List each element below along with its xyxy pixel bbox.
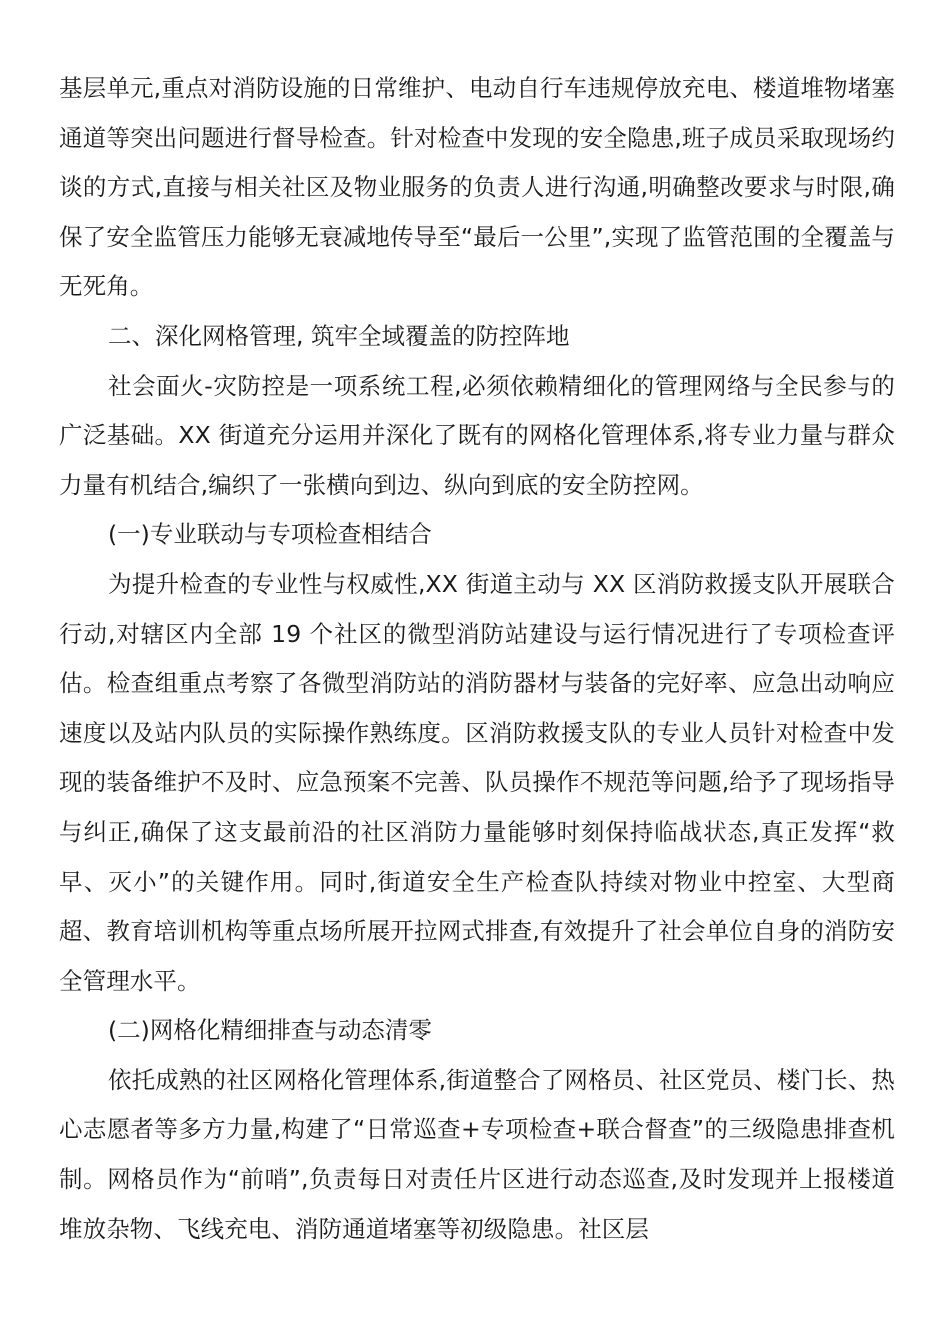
- section-heading: 二、深化网格管理, 筑牢全域覆盖的防控阵地: [108, 321, 570, 350]
- subsection-heading: (二)网格化精细排查与动态清零: [108, 1016, 432, 1045]
- body-paragraph: 基层单元,重点对消防设施的日常维护、电动自行车违规停放充电、楼道堆物堵塞通道等突出问题进行督导检查。针对检查中发现的安全隐患,班子成员采取现场约谈的方式,直接与相关社区及物业服务的负责人进行沟通,明确整改要求与时限,确保了安全监管压力能够无衰减地传导至“最后一公里”,实现了监管范围的全覆盖与无死角。: [59, 74, 895, 301]
- body-paragraph: 社会面火-灾防控是一项系统工程,必须依赖精细化的管理网络与全民参与的广泛基础。XX 街道充分运用并深化了既有的网格化管理体系,将专业力量与群众力量有机结合,编织了一张横向到边、纵向到底的安全防控网。: [59, 371, 895, 499]
- document-page: [59, 64, 895, 1254]
- subsection-heading: (一)专业联动与专项检查相结合: [108, 520, 432, 549]
- body-paragraph: 依托成熟的社区网格化管理体系,街道整合了网格员、社区党员、楼门长、热心志愿者等多方力量,构建了“日常巡查+专项检查+联合督查”的三级隐患排查机制。网格员作为“前哨”,负责每日对责任片区进行动态巡查,及时发现并上报楼道堆放杂物、飞线充电、消防通道堵塞等初级隐患。社区层: [59, 1065, 895, 1243]
- body-paragraph: 为提升检查的专业性与权威性,XX 街道主动与 XX 区消防救援支队开展联合行动,对辖区内全部 19 个社区的微型消防站建设与运行情况进行了专项检查评估。检查组重点考察了各微型消防站的消防器材与装备的完好率、应急出动响应速度以及站内队员的实际操作熟练度。区消防救援支队的专业人员针对检查中发现的装备维护不及时、应急预案不完善、队员操作不规范等问题,给予了现场指导与纠正,确保了这支最前沿的社区消防力量能够时刻保持临战状态,真正发挥“救早、灭小”的关键作用。同时,街道安全生产检查队持续对物业中控室、大型商超、教育培训机构等重点场所展开拉网式排查,有效提升了社会单位自身的消防安全管理水平。: [59, 569, 895, 995]
